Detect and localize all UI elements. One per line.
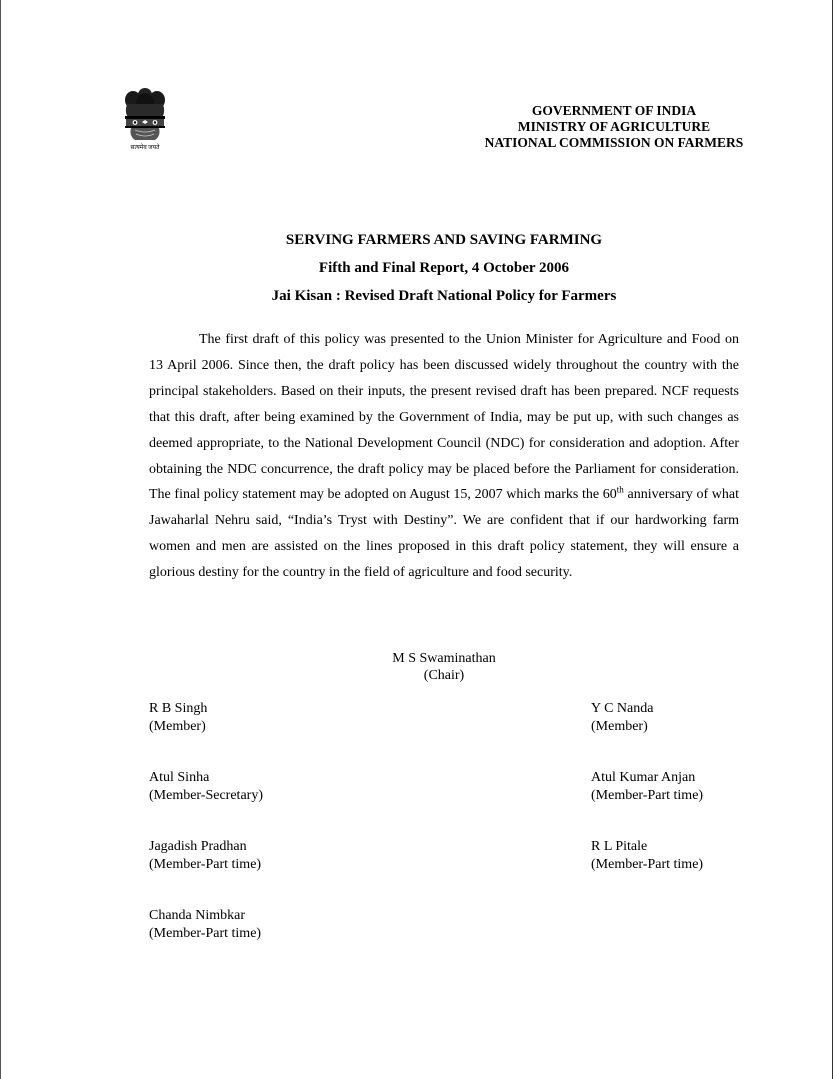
member-name: R L Pitale — [591, 839, 648, 854]
letterhead — [441, 103, 787, 151]
chair-name: M S Swaminathan — [392, 651, 496, 666]
member-name: Jagadish Pradhan — [149, 839, 247, 854]
member-signatory — [149, 769, 263, 805]
header-commission: NATIONAL COMMISSION ON FARMERS — [484, 135, 744, 150]
member-name: Atul Kumar Anjan — [591, 770, 696, 785]
report-title: SERVING FARMERS AND SAVING FARMING — [285, 232, 603, 248]
body-text-part2: anniversary of what Jawaharlal Nehru said, “India’s Tryst with Destiny”. We are confident that if our hardworking farm women and men are assisted on the lines proposed in this draft policy statement, they will ensure a glorious destiny for the country in the field of agriculture and food security. — [149, 487, 740, 581]
ordinal-superscript: th — [616, 484, 624, 495]
member-role: (Member-Secretary) — [149, 788, 263, 803]
member-role: (Member) — [149, 719, 206, 734]
member-role: (Member-Part time) — [149, 857, 262, 872]
chair-signatory — [341, 650, 547, 684]
member-signatory — [591, 838, 703, 874]
member-name: R B Singh — [149, 701, 208, 716]
member-signatory — [591, 769, 703, 805]
report-titles — [131, 230, 757, 314]
member-role: (Member) — [591, 719, 648, 734]
member-name: Atul Sinha — [149, 770, 210, 785]
policy-title: Jai Kisan : Revised Draft National Policy for Farmers — [271, 288, 617, 304]
body-text-part1: The first draft of this policy was presented to the Union Minister for Agriculture and Food on 13 April 2006. Since then, the draft policy has been discussed widely throughout the country with the principal stakeholders. Based on their inputs, the present revised draft has been prepared. NCF requests that this draft, after being examined by the Government of India, may be put up, with such changes as deemed appropriate, to the National Development Council (NDC) for consideration and adoption. After obtaining the NDC concurrence, the draft policy may be placed before the Parliament for consideration. The final policy statement may be adopted on August 15, 2007 which marks the 60 — [149, 332, 739, 503]
chair-role: (Chair) — [423, 668, 465, 683]
header-government: GOVERNMENT OF INDIA — [531, 103, 697, 118]
member-role: (Member-Part time) — [149, 926, 262, 941]
emblem-motto: सत्यमेव जयते — [130, 145, 160, 151]
member-signatory — [149, 907, 261, 943]
member-name: Y C Nanda — [591, 701, 654, 716]
report-subtitle: Fifth and Final Report, 4 October 2006 — [318, 260, 570, 276]
member-signatory — [591, 700, 653, 736]
member-role: (Member-Part time) — [591, 857, 704, 872]
member-signatory — [149, 838, 261, 874]
body-paragraph — [149, 327, 739, 586]
header-ministry: MINISTRY OF AGRICULTURE — [517, 119, 711, 134]
lion-capital-icon — [119, 86, 171, 144]
national-emblem — [119, 86, 171, 154]
member-role: (Member-Part time) — [591, 788, 704, 803]
member-name: Chanda Nimbkar — [149, 908, 246, 923]
member-signatory — [149, 700, 207, 736]
